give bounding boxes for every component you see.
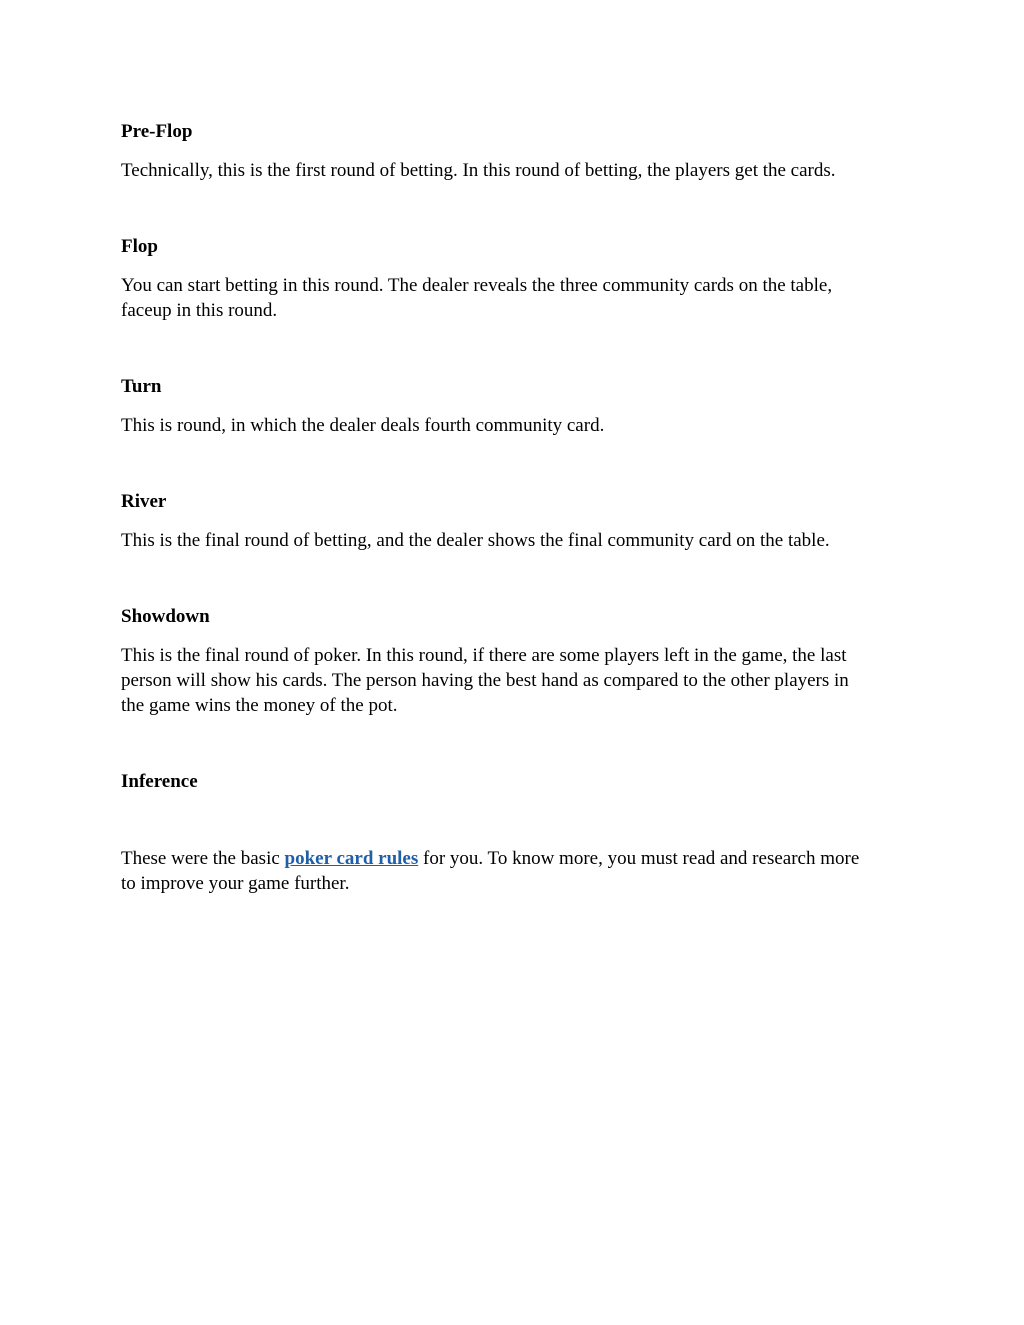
poker-card-rules-link[interactable]: poker card rules [284,848,419,869]
section-heading: Inference [121,771,198,792]
section-paragraph [121,413,604,438]
section-heading: Flop [121,236,158,257]
paragraph-line: faceup in this round. [121,300,278,321]
section-heading: Pre-Flop [121,121,193,142]
paragraph-line: This is the final round of poker. In this round, if there are some players left in the game, the last [121,645,847,666]
section-inference [121,769,198,795]
section-river [121,489,830,553]
closing-paragraph [121,846,859,896]
paragraph-line: person will show his cards. The person having the best hand as compared to the other players in [121,670,849,691]
section-heading: Showdown [121,606,210,627]
section-paragraph [121,273,832,323]
closing-text-after-link: for you. To know more, you must read and research more [418,848,860,869]
section-showdown [121,604,849,718]
section-heading: River [121,491,167,512]
closing-line-2: to improve your game further. [121,873,350,894]
section-paragraph [121,643,849,718]
section-paragraph [121,158,836,183]
paragraph-line: the game wins the money of the pot. [121,695,398,716]
section-turn [121,374,604,438]
paragraph-line: You can start betting in this round. The dealer reveals the three community cards on the table, [121,275,833,296]
closing-text-before-link: These were the basic [121,848,285,869]
section-pre-flop [121,119,836,183]
paragraph-line: Technically, this is the first round of betting. In this round of betting, the players get the cards. [121,160,836,181]
section-paragraph [121,528,830,553]
section-heading: Turn [121,376,162,397]
section-flop [121,234,832,323]
paragraph-line: This is the final round of betting, and the dealer shows the final community card on the table. [121,530,830,551]
paragraph-line: This is round, in which the dealer deals fourth community card. [121,415,605,436]
section-paragraph [121,846,859,896]
